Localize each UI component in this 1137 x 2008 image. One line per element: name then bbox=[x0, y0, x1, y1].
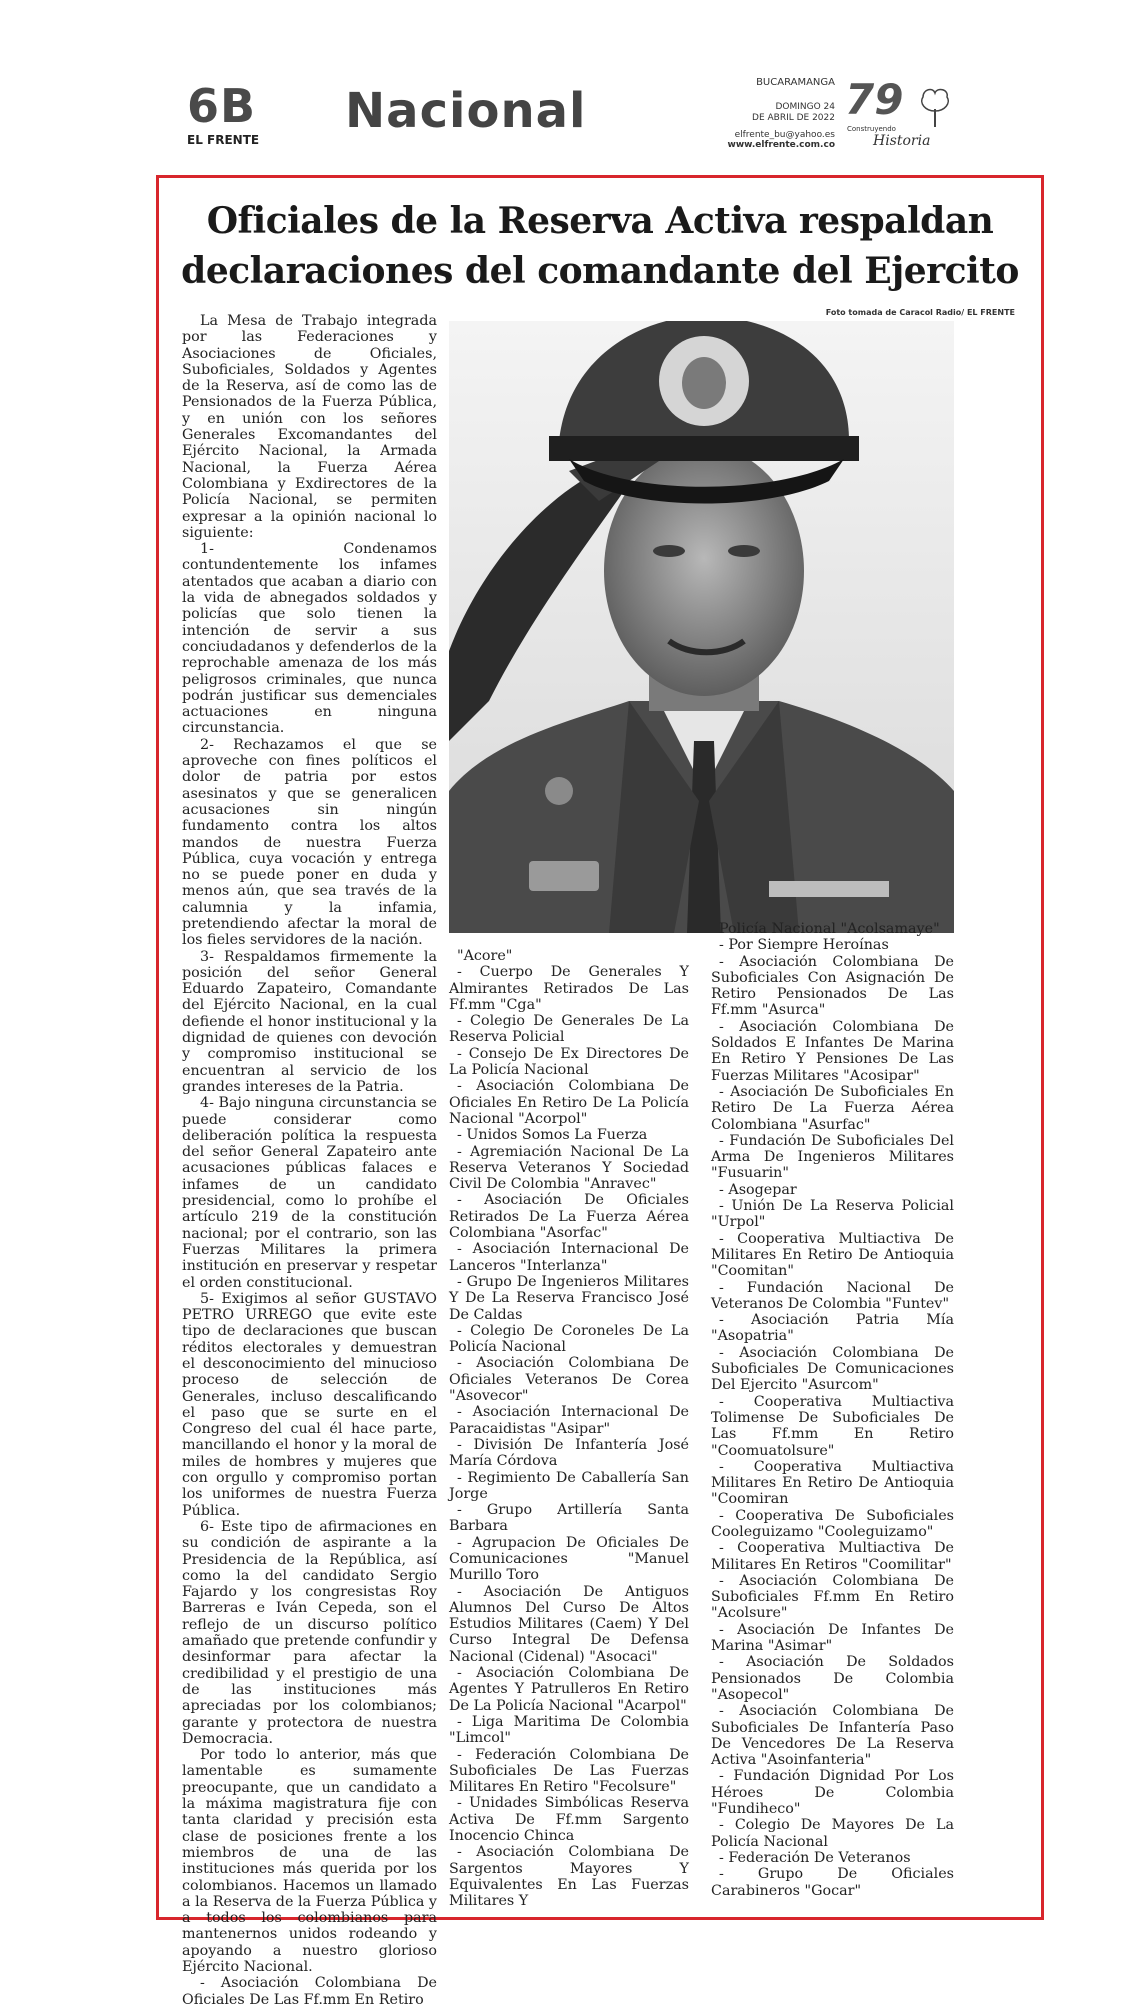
anniversary-text: Historia bbox=[873, 133, 931, 149]
paragraph: Policía Nacional "Acolsamaye" bbox=[719, 921, 940, 937]
paragraph: - Asociación De Soldados Pensionados De Colombia "Asopecol" bbox=[711, 1654, 954, 1703]
paragraph: 4- Bajo ninguna circunstancia se puede considerar como deliberación política la respuesta del señor General Zapateiro ante acusaciones públicas falaces e infames de un candidato presidencial, como lo prohíbe el artículo 219 de la constitución nacional; por el contrario, son las Fuerzas Militares la primera institución en preservar y respetar el orden constitucional. bbox=[182, 1095, 437, 1291]
brand-name: EL FRENTE bbox=[187, 133, 260, 147]
paragraph: - Fundación De Suboficiales Del Arma De Ingenieros Militares "Fusuarin" bbox=[711, 1132, 954, 1182]
paragraph: - Fundación Dignidad Por Los Héroes De Colombia "Fundiheco" bbox=[711, 1768, 954, 1818]
paragraph: - Federación Colombiana De Suboficiales De Las Fuerzas Militares En Retiro "Fecolsure" bbox=[449, 1746, 689, 1796]
paragraph: 6- Este tipo de afirmaciones en su condición de aspirante a la Presidencia de la República, así como la del candidato Sergio Fajardo y los congresistas Roy Barreras e Iván Cepeda, son el reflejo de un discurso político amañado que pretende confundir y desinformar para afectar la credibilidad y el prestigio de una de las instituciones más apreciadas por los colombianos; garante y protectora de nuestra Democracia. bbox=[182, 1518, 437, 1747]
paragraph: - Agremiación Nacional De La Reserva Veteranos Y Sociedad Civil De Colombia "Anravec" bbox=[449, 1143, 689, 1193]
paragraph: 1- Condenamos contundentemente los infames atentados que acaban a diario con la vida de abnegados soldados y policías que solo tienen la intención de servir a sus conciudadanos y defenderlos de la reprochable amenaza de los más peligrosos criminales, que nunca podrán justificar sus demenciales actuaciones en ninguna circunstancia. bbox=[182, 541, 437, 737]
paragraph: - Federación De Veteranos bbox=[719, 1849, 911, 1866]
paragraph: - Fundación Nacional De Veteranos De Colombia "Funtev" bbox=[711, 1279, 954, 1312]
city-label: BUCARAMANGA bbox=[756, 77, 835, 88]
page-number: 6B bbox=[187, 79, 257, 133]
paragraph: - Colegio De Mayores De La Policía Nacional bbox=[711, 1817, 954, 1850]
headline-line-2: declaraciones del comandante del Ejercito bbox=[181, 250, 1019, 292]
paragraph: - División De Infantería José María Córdova bbox=[449, 1436, 689, 1470]
contact-email[interactable]: elfrente_bu@yahoo.es bbox=[734, 130, 835, 140]
paragraph: - Asociación De Suboficiales En Retiro De La Fuerza Aérea Colombiana "Asurfac" bbox=[711, 1083, 954, 1133]
paragraph: - Consejo De Ex Directores De La Policía Nacional bbox=[449, 1045, 689, 1079]
paragraph: - Liga Maritima De Colombia "Limcol" bbox=[449, 1713, 689, 1747]
paragraph: 3- Respaldamos firmemente la posición del señor General Eduardo Zapateiro, Comandante del Ejército Nacional, en la cual defiende el honor institucional y la dignidad de quienes con devoción y compromiso institucional se encuentran al servicio de los grandes intereses de la Patria. bbox=[182, 948, 437, 1095]
paragraph: - Asociación Colombiana De Suboficiales Con Asignación De Retiro Pensionados De Las Ff.mm "Asurca" bbox=[711, 953, 954, 1019]
paragraph: - Asociación Colombiana De Suboficiales De Infantería Paso De Vencedores De La Reserva Activa "Asoinfanteria" bbox=[711, 1703, 954, 1769]
anniversary-number: 79 bbox=[845, 75, 904, 124]
anniversary-subtitle: Construyendo bbox=[847, 125, 896, 133]
paragraph: - Unión De La Reserva Policial "Urpol" bbox=[711, 1198, 954, 1231]
paragraph: - Asociación Internacional De Paracaidistas "Asipar" bbox=[449, 1404, 689, 1437]
paragraph: - Agrupacion De Oficiales De Comunicaciones "Manuel Murillo Toro bbox=[449, 1534, 689, 1584]
edition-info bbox=[685, 77, 835, 150]
paragraph: - Cooperativa Multiactiva Tolimense De Suboficiales De Las Ff.mm En Retiro "Coomuatolsure" bbox=[711, 1393, 954, 1459]
paragraph: - Asociación Colombiana De Soldados E Infantes De Marina En Retiro Y Pensiones De Las Fuerzas Militares "Acosipar" bbox=[711, 1018, 954, 1084]
paragraph: - Asogepar bbox=[719, 1181, 797, 1198]
article-frame bbox=[156, 175, 1044, 2008]
anniversary-logo bbox=[845, 75, 955, 151]
paragraph: - Cooperativa Multiactiva De Militares En Retiro De Antioquia "Coomitan" bbox=[711, 1230, 954, 1280]
tree-icon bbox=[917, 85, 953, 129]
paragraph: - Cooperativa Multiactiva De Militares En Retiros "Coomilitar" bbox=[711, 1540, 954, 1573]
paragraph: - Asociación Internacional De Lanceros "Interlanza" bbox=[449, 1241, 689, 1274]
paragraph: La Mesa de Trabajo integrada por las Federaciones y Asociaciones de Oficiales, Suboficiales, Soldados y Agentes de la Reserva, así de como las de Pensionados de la Fuerza Pública, y en unión con los señores Generales Excomandantes del Ejército Nacional, la Armada Nacional, la Fuerza Aérea Colombiana y Exdirectores de la Policía Nacional, se permiten expresar a la opinión nacional lo siguiente: bbox=[182, 313, 437, 541]
paragraph: - Asociación De Infantes De Marina "Asimar" bbox=[711, 1621, 954, 1655]
photo-credit: Foto tomada de Caracol Radio/ EL FRENTE bbox=[825, 308, 1015, 317]
paragraph: - Asociación Colombiana De Sargentos Mayores Y Equivalentes En Las Fuerzas Militares Y bbox=[449, 1844, 689, 1910]
masthead bbox=[185, 75, 955, 165]
article-column-1 bbox=[182, 313, 437, 2008]
paragraph: - Regimiento De Caballería San Jorge bbox=[449, 1469, 689, 1502]
date-line-2: DE ABRIL DE 2022 bbox=[752, 113, 835, 123]
paragraph: - Grupo De Oficiales Carabineros "Gocar" bbox=[711, 1866, 954, 1899]
paragraph: - Cooperativa Multiactiva Militares En Retiro De Antioquia "Coomiran bbox=[711, 1458, 954, 1508]
paragraph: 2- Rechazamos el que se aproveche con fines políticos el dolor de patria por estos asesinatos y que se generalicen acusaciones sin ningún fundamento contra los altos mandos de nuestra Fuerza Pública, cuya vocación y entrega no se puede poner en duda y menos aún, que sea través de la calumnia y la infamia, pretendiendo afectar la moral de los fieles servidores de la nación. bbox=[182, 736, 437, 949]
paragraph: - Unidos Somos La Fuerza bbox=[457, 1127, 648, 1144]
paragraph: - Asociación Patria Mía "Asopatria" bbox=[711, 1312, 954, 1345]
paragraph: - Asociación De Antiguos Alumnos Del Curso De Altos Estudios Militares (Caem) Y Del Curso Integral De Defensa Nacional (Cidenal) "Asocaci" bbox=[449, 1583, 689, 1665]
website-link[interactable]: www.elfrente.com.co bbox=[727, 140, 835, 150]
paragraph: Por todo lo anterior, más que lamentable es sumamente preocupante, que un candidato a la máxima magistratura fije con tanta claridad y precisión esta clase de posiciones frente a los miembros de una de las instituciones más querida por los colombianos. Hacemos un llamado a la Reserva de la Fuerza Pública y a todos los colombianos para mantenernos unidos rodeando y apoyando a nuestro glorioso Ejército Nacional. bbox=[182, 1747, 437, 1975]
article-headline bbox=[159, 196, 1041, 296]
paragraph: - Colegio De Generales De La Reserva Policial bbox=[449, 1013, 689, 1046]
paragraph: - Asociación Colombiana De Oficiales De Las Ff.mm En Retiro bbox=[182, 1975, 437, 2008]
paragraph: - Asociación Colombiana De Suboficiales Ff.mm En Retiro "Acolsure" bbox=[711, 1572, 954, 1622]
paragraph: - Asociación Colombiana De Suboficiales De Comunicaciones Del Ejercito "Asurcom" bbox=[711, 1344, 954, 1394]
paragraph: - Asociación De Oficiales Retirados De La Fuerza Aérea Colombiana "Asorfac" bbox=[449, 1192, 689, 1242]
section-title: Nacional bbox=[345, 83, 587, 139]
article-column-3 bbox=[711, 921, 954, 1899]
paragraph: 5- Exigimos al señor GUSTAVO PETRO URREGO que evite este tipo de declaraciones que buscan réditos electorales y demuestran el desconocimiento del minucioso proceso de selección de Generales, incluso descalificando el paso que se surte en el Congreso del cual él hace parte, mancillando el honor y la moral de miles de hombres y mujeres que con orgullo y compromiso portan los uniformes de nuestra Fuerza Pública. bbox=[182, 1290, 437, 1519]
paragraph: - Por Siempre Heroínas bbox=[719, 937, 889, 954]
date-line-1: DOMINGO 24 bbox=[775, 102, 835, 112]
general-portrait-photo bbox=[449, 321, 954, 933]
paragraph: "Acore" bbox=[457, 948, 513, 964]
paragraph: - Asociación Colombiana De Oficiales En Retiro De La Policía Nacional "Acorpol" bbox=[449, 1078, 689, 1127]
paragraph: - Grupo Artillería Santa Barbara bbox=[449, 1502, 689, 1535]
paragraph: - Cooperativa De Suboficiales Cooleguizamo "Cooleguizamo" bbox=[711, 1507, 954, 1540]
article-column-2 bbox=[449, 948, 689, 1910]
headline-line-1: Oficiales de la Reserva Activa respaldan bbox=[206, 200, 994, 242]
paragraph: - Asociación Colombiana De Oficiales Veteranos De Corea "Asovecor" bbox=[449, 1355, 689, 1405]
paragraph: - Colegio De Coroneles De La Policía Nacional bbox=[449, 1322, 689, 1356]
paragraph: - Cuerpo De Generales Y Almirantes Retirados De Las Ff.mm "Cga" bbox=[449, 964, 689, 1013]
paragraph: - Asociación Colombiana De Agentes Y Patrulleros En Retiro De La Policía Nacional "Acarpol" bbox=[449, 1665, 689, 1714]
paragraph: - Grupo De Ingenieros Militares Y De La Reserva Francisco José De Caldas bbox=[449, 1273, 689, 1323]
paragraph: - Unidades Simbólicas Reserva Activa De Ff.mm Sargento Inocencio Chinca bbox=[449, 1795, 689, 1845]
